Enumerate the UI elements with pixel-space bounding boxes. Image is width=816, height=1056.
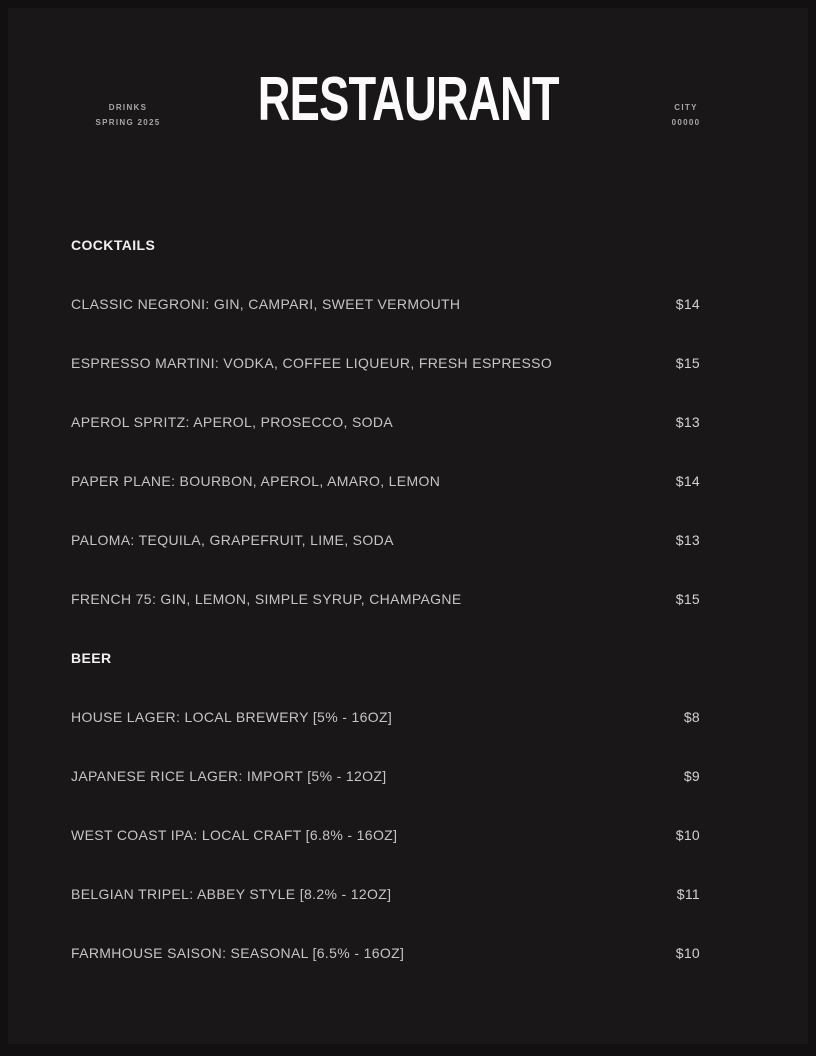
menu-item-price: $8 [683,708,700,725]
section-title: COCKTAILS [71,236,156,253]
menu-item-label: HOUSE LAGER: LOCAL BREWERY [5% - 16OZ] [71,708,393,725]
section-header-beer [71,628,700,687]
menu-item-price: $14 [675,472,700,489]
menu-item-label: APEROL SPRITZ: APEROL, PROSECCO, SODA [71,413,394,430]
menu-item-price: $13 [675,531,700,548]
menu-item-label: FRENCH 75: GIN, LEMON, SIMPLE SYRUP, CHAMPAGNE [71,590,462,607]
header-right-block [629,100,743,130]
section-header-cocktails [71,215,700,274]
menu-page [8,8,808,1044]
menu-item-price: $15 [675,354,700,371]
header-right-line1: CITY [674,103,698,112]
menu-item-row [71,746,700,805]
menu-item-price: $10 [675,944,700,961]
page-title-text: RESTAURANT [257,65,559,134]
menu-item-price: $10 [675,826,700,843]
menu-item-price: $15 [675,590,700,607]
menu-item-label: CLASSIC NEGRONI: GIN, CAMPARI, SWEET VERMOUTH [71,295,461,312]
menu-item-row [71,510,700,569]
header-right-line2: 00000 [671,118,701,127]
menu-item-row [71,923,700,982]
menu-item-price: $13 [675,413,700,430]
section-title: BEER [71,649,112,666]
menu-item-price: $9 [683,767,700,784]
header-left-line2: SPRING 2025 [95,118,161,127]
menu-item-row [71,805,700,864]
menu-item-row [71,687,700,746]
menu-item-label: WEST COAST IPA: LOCAL CRAFT [6.8% - 16OZ] [71,826,398,843]
menu-item-row [71,864,700,923]
menu-item-label: BELGIAN TRIPEL: ABBEY STYLE [8.2% - 12OZ] [71,885,392,902]
menu-item-label: PAPER PLANE: BOURBON, APEROL, AMARO, LEMON [71,472,441,489]
menu-item-row [71,274,700,333]
menu-header [8,8,808,215]
menu-item-label: FARMHOUSE SAISON: SEASONAL [6.5% - 16OZ] [71,944,405,961]
menu-item-price: $14 [675,295,700,312]
menu-item-row [71,451,700,510]
menu-item-label: PALOMA: TEQUILA, GRAPEFRUIT, LIME, SODA [71,531,394,548]
menu-item-price: $11 [676,885,700,902]
menu-item-row [71,333,700,392]
menu-item-row [71,569,700,628]
header-left-line1: DRINKS [108,103,148,112]
menu-item-row [71,392,700,451]
menu-item-label: ESPRESSO MARTINI: VODKA, COFFEE LIQUEUR, FRESH ESPRESSO [71,354,553,371]
menu-list [71,215,700,982]
menu-item-label: JAPANESE RICE LAGER: IMPORT [5% - 12OZ] [71,767,387,784]
